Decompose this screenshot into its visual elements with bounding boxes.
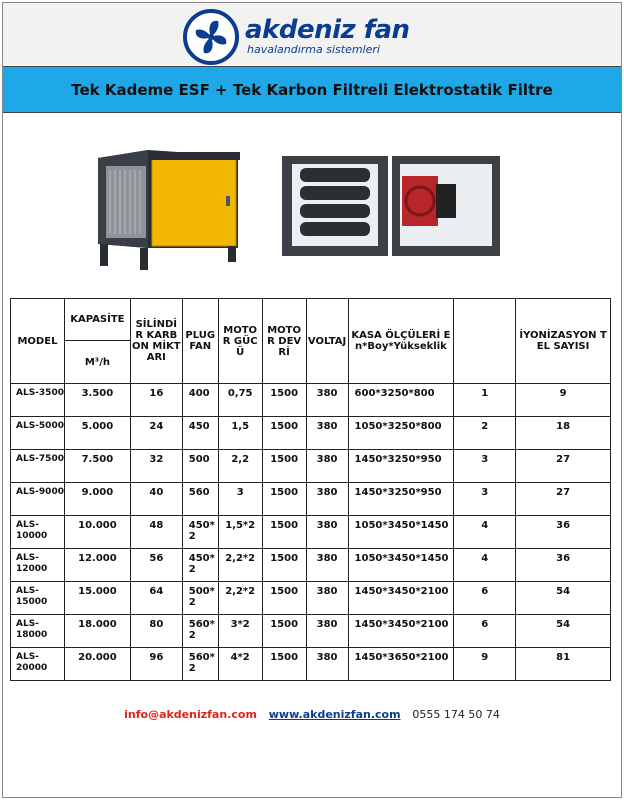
cell-extra: 3: [454, 450, 516, 483]
cell-motor-power: 2,2*2: [218, 549, 262, 582]
cell-model: ALS-9000: [11, 483, 65, 516]
title-bar: [3, 66, 621, 113]
cell-motor-power: 3: [218, 483, 262, 516]
cell-case-dims: 1050*3450*1450: [348, 549, 454, 582]
cell-capacity: 18.000: [64, 615, 130, 648]
header-voltage: VOLTAJ: [306, 299, 348, 384]
header-capacity: KAPASİTE: [64, 299, 130, 341]
header-plug-fan: PLUG FAN: [182, 299, 218, 384]
cell-motor-power: 1,5: [218, 417, 262, 450]
cell-extra: 4: [454, 516, 516, 549]
cell-voltage: 380: [306, 516, 348, 549]
cell-motor-speed: 1500: [262, 549, 306, 582]
footer-email-link[interactable]: info@akdenizfan.com: [124, 708, 257, 721]
cell-ion-wire: 81: [516, 648, 611, 681]
cell-plug-fan: 450: [182, 417, 218, 450]
table-row: [11, 648, 611, 681]
cell-capacity: 9.000: [64, 483, 130, 516]
cell-carbon: 16: [130, 384, 182, 417]
cell-capacity: 3.500: [64, 384, 130, 417]
header-cylinder-carbon: SİLİNDİR KARBON MİKTARI: [130, 299, 182, 384]
table-row: [11, 450, 611, 483]
header-ion-wire: İYONİZASYON TEL SAYISI: [516, 299, 611, 384]
table-header-row: [11, 299, 611, 341]
cell-model: ALS-5000: [11, 417, 65, 450]
cell-ion-wire: 36: [516, 549, 611, 582]
cell-case-dims: 1450*3250*950: [348, 483, 454, 516]
table-row: [11, 516, 611, 549]
cell-capacity: 7.500: [64, 450, 130, 483]
cell-motor-speed: 1500: [262, 417, 306, 450]
cell-plug-fan: 560: [182, 483, 218, 516]
cell-extra: 9: [454, 648, 516, 681]
cell-model: ALS-10000: [11, 516, 65, 549]
header-extra: [454, 299, 516, 384]
fan-logo-icon: [183, 9, 239, 65]
cell-carbon: 40: [130, 483, 182, 516]
cell-case-dims: 600*3250*800: [348, 384, 454, 417]
product-image-open-unit: [280, 152, 502, 264]
cell-plug-fan: 450*2: [182, 516, 218, 549]
footer-contact: [0, 708, 624, 721]
brand-tagline: havalandırma sistemleri: [247, 43, 380, 56]
cell-motor-power: 0,75: [218, 384, 262, 417]
spec-table: [10, 298, 611, 681]
table-row: [11, 615, 611, 648]
cell-voltage: 380: [306, 417, 348, 450]
cell-model: ALS-12000: [11, 549, 65, 582]
cell-ion-wire: 54: [516, 582, 611, 615]
cell-plug-fan: 450*2: [182, 549, 218, 582]
cell-voltage: 380: [306, 648, 348, 681]
cell-capacity: 5.000: [64, 417, 130, 450]
brand-logo: [183, 9, 453, 65]
cell-model: ALS-18000: [11, 615, 65, 648]
cell-capacity: 15.000: [64, 582, 130, 615]
header-case-dims: KASA ÖLÇÜLERİ En*Boy*Yükseklik: [348, 299, 454, 384]
cell-case-dims: 1450*3250*950: [348, 450, 454, 483]
cell-plug-fan: 560*2: [182, 615, 218, 648]
cell-motor-speed: 1500: [262, 516, 306, 549]
cell-capacity: 10.000: [64, 516, 130, 549]
footer-phone: 0555 174 50 74: [412, 708, 500, 721]
cell-carbon: 32: [130, 450, 182, 483]
cell-voltage: 380: [306, 582, 348, 615]
cell-model: ALS-20000: [11, 648, 65, 681]
cell-extra: 6: [454, 615, 516, 648]
cell-model: ALS-7500: [11, 450, 65, 483]
cell-motor-power: 2,2: [218, 450, 262, 483]
cell-voltage: 380: [306, 483, 348, 516]
cell-plug-fan: 400: [182, 384, 218, 417]
cell-motor-speed: 1500: [262, 615, 306, 648]
cell-ion-wire: 27: [516, 450, 611, 483]
header-model: MODEL: [11, 299, 65, 384]
cell-carbon: 24: [130, 417, 182, 450]
cell-voltage: 380: [306, 450, 348, 483]
cell-carbon: 48: [130, 516, 182, 549]
table-row: [11, 483, 611, 516]
table-row: [11, 549, 611, 582]
footer-website-link[interactable]: www.akdenizfan.com: [268, 708, 401, 721]
cell-voltage: 380: [306, 615, 348, 648]
cell-extra: 3: [454, 483, 516, 516]
cell-model: ALS-15000: [11, 582, 65, 615]
cell-carbon: 56: [130, 549, 182, 582]
cell-extra: 1: [454, 384, 516, 417]
page-title: Tek Kademe ESF + Tek Karbon Filtreli Elektrostatik Filtre: [71, 80, 553, 99]
cell-ion-wire: 36: [516, 516, 611, 549]
table-row: [11, 582, 611, 615]
cell-ion-wire: 9: [516, 384, 611, 417]
cell-voltage: 380: [306, 549, 348, 582]
cell-plug-fan: 500*2: [182, 582, 218, 615]
cell-motor-speed: 1500: [262, 483, 306, 516]
cell-motor-speed: 1500: [262, 648, 306, 681]
cell-case-dims: 1450*3650*2100: [348, 648, 454, 681]
product-image-closed-unit: [88, 148, 248, 273]
cell-plug-fan: 560*2: [182, 648, 218, 681]
cell-extra: 6: [454, 582, 516, 615]
header-motor-power: MOTOR GÜCÜ: [218, 299, 262, 384]
cell-model: ALS-3500: [11, 384, 65, 417]
cell-motor-power: 1,5*2: [218, 516, 262, 549]
cell-case-dims: 1450*3450*2100: [348, 615, 454, 648]
cell-plug-fan: 500: [182, 450, 218, 483]
cell-carbon: 96: [130, 648, 182, 681]
cell-case-dims: 1450*3450*2100: [348, 582, 454, 615]
header-motor-speed: MOTOR DEVRİ: [262, 299, 306, 384]
cell-motor-speed: 1500: [262, 450, 306, 483]
cell-voltage: 380: [306, 384, 348, 417]
cell-extra: 2: [454, 417, 516, 450]
header-capacity-unit: M³/h: [64, 341, 130, 384]
cell-case-dims: 1050*3450*1450: [348, 516, 454, 549]
cell-motor-speed: 1500: [262, 384, 306, 417]
cell-case-dims: 1050*3250*800: [348, 417, 454, 450]
cell-capacity: 20.000: [64, 648, 130, 681]
cell-motor-power: 4*2: [218, 648, 262, 681]
header: [3, 3, 621, 65]
cell-motor-speed: 1500: [262, 582, 306, 615]
table-row: [11, 417, 611, 450]
cell-motor-power: 3*2: [218, 615, 262, 648]
cell-capacity: 12.000: [64, 549, 130, 582]
brand-name: akdeniz fan: [245, 15, 410, 45]
cell-ion-wire: 27: [516, 483, 611, 516]
cell-ion-wire: 54: [516, 615, 611, 648]
cell-carbon: 64: [130, 582, 182, 615]
cell-carbon: 80: [130, 615, 182, 648]
cell-ion-wire: 18: [516, 417, 611, 450]
cell-extra: 4: [454, 549, 516, 582]
table-row: [11, 384, 611, 417]
cell-motor-power: 2,2*2: [218, 582, 262, 615]
